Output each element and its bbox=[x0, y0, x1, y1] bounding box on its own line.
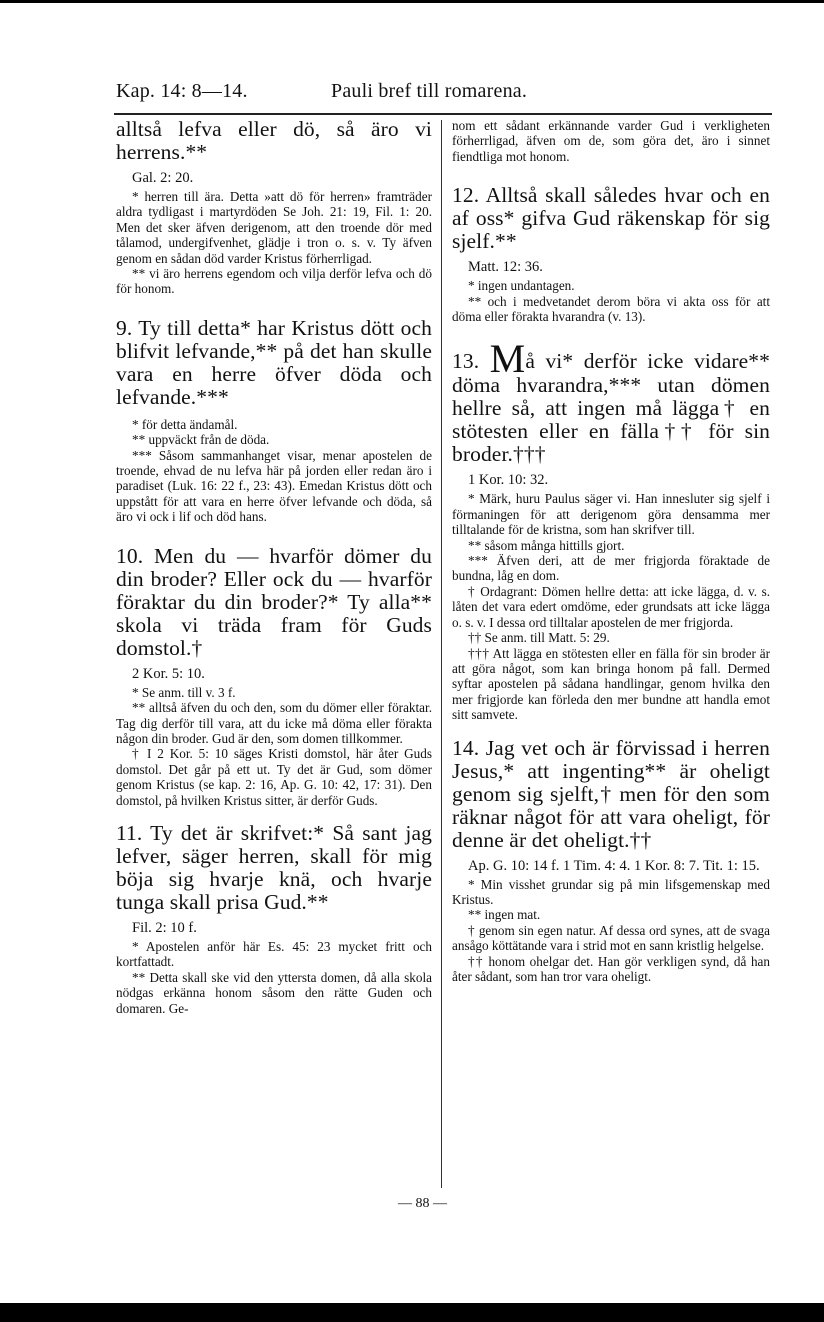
chapter-reference: Kap. 14: 8—14. bbox=[116, 80, 248, 102]
verse-9: 9. Ty till detta* har Kristus dött och blifvit lefvande,** på det han skulle vara en herre öfver döda och lefvande.*** bbox=[116, 315, 432, 409]
footnote: *** Såsom sammanhanget visar, menar apostelen de troende, ehvad de nu lefva här på jorden eller redan äro i paradiset (Luk. 16: 22 f., 23: 43). Emedan Kristus dött och uppstått för att vara en herre öfver lefvande och döda, så äro vi ock i lif och död hans. bbox=[116, 447, 432, 525]
scan-border-top bbox=[0, 0, 824, 3]
footnote: * Min visshet grundar sig på min lifsgemenskap med Kristus. bbox=[452, 876, 770, 907]
verse-12: 12. Alltså skall således hvar och en af oss* gifva Gud räkenskap för sig sjelf.** bbox=[452, 183, 770, 254]
footnote: ** Detta skall ske vid den yttersta domen, då alla skola nödgas erkänna honom såsom den rätte Guden och domaren. Ge- bbox=[116, 969, 432, 1016]
verse-10: 10. Men du — hvarför dömer du din broder? Eller ock du — hvarför föraktar du din broder?* Ty alla** skola vi träda fram för Guds domstol.† bbox=[116, 543, 432, 660]
footnote: ** och i medvetandet derom böra vi akta oss för att döma eller förakta hvarandra (v. 13). bbox=[452, 293, 770, 325]
footnote: ** ingen mat. bbox=[468, 907, 541, 923]
header-rule bbox=[114, 113, 772, 115]
verse-13 bbox=[452, 336, 770, 467]
cross-reference: Ap. G. 10: 14 f. 1 Tim. 4: 4. 1 Kor. 8: 7. Tit. 1: 15. bbox=[468, 857, 760, 874]
verse-13-text: å vi* derför icke vidare** döma hvarandra,*** utan dömen hellre så, att ingen må läggа† en stötesten eller en fälla†† för sin broder.††† bbox=[452, 349, 770, 467]
footnote: * Märk, huru Paulus säger vi. Han innesluter sig sjelf i förmaningen för att derigenom göra densamma mer tilltalande för de kristna, som han skrifver till. bbox=[452, 491, 770, 538]
verse-13-initial: M bbox=[489, 336, 526, 382]
cross-reference: Matt. 12: 36. bbox=[468, 259, 543, 276]
scan-border-bottom bbox=[0, 1303, 824, 1322]
footnote: * herren till ära. Detta »att dö för herren» framträder aldra tydligast i martyrdöden Se Joh. 21: 19, Fil. 1: 20. Men det sker äfven derigenom, att den troende dör med tålamod, undergifvenhet, glädje i tron o. s. v. Ty äfven genom en sådan död varder Kristus förherrligad. bbox=[116, 189, 432, 266]
right-column bbox=[452, 118, 770, 984]
footnote: † genom sin egen natur. Af dessa ord synes, att de svaga ansågo köttätande vara i strid mot en sann kristlig helgelse. bbox=[452, 922, 770, 954]
footnote: * Apostelen anför här Es. 45: 23 mycket fritt och kortfattadt. bbox=[116, 938, 432, 970]
column-divider bbox=[441, 120, 442, 1188]
footnote: † I 2 Kor. 5: 10 säges Kristi domstol, här åter Guds domstol. Det går på ett ut. Ty det är Gud, som dömer genom Kristus (se kap. 2: 16, Ap. G. 10: 42, 17: 31). Den domstol, på hvilken Kristus sitter, är derför Guds. bbox=[116, 746, 432, 808]
footnote: ††† Att lägga en stötesten eller en fälla för sin broder är att göra något, som kan bringa honom på fall. Dermed syftar apostelen på sådana handlingar, genom hvilka den mer frigjorde kan förleda den mer bundne att handla emot sitt samvete. bbox=[452, 645, 770, 723]
left-column bbox=[116, 118, 432, 1016]
cross-reference: 1 Kor. 10: 32. bbox=[468, 472, 549, 489]
page-number: — 88 — bbox=[398, 1196, 447, 1211]
footnote: ** såsom många hittills gjort. bbox=[468, 537, 625, 553]
verse-11: 11. Ty det är skrifvet:* Så sant jag lefver, säger herren, skall för mig böja sig hvarje knä, och hvarje tunga skall prisa Gud.** bbox=[116, 820, 432, 914]
cross-reference: Gal. 2: 20. bbox=[132, 170, 194, 186]
footnote: ** alltså äfven du och den, som du dömer eller föraktar. Tag dig derför till vara, att du icke må döma eller förakta någon din broder. Gud är den, som domen tillkommer. bbox=[116, 700, 432, 746]
footnote: * ingen undantagen. bbox=[468, 278, 575, 294]
verse-13-number: 13. bbox=[452, 349, 480, 374]
cross-reference: 2 Kor. 5: 10. bbox=[132, 665, 205, 682]
verse-8-continuation: alltså lefva eller dö, så äro vi herrens.** bbox=[116, 117, 432, 164]
book-title: Pauli bref till romarena. bbox=[331, 80, 528, 102]
footnote: *** Äfven deri, att de mer frigjorda föraktade de bundna, låg en dom. bbox=[452, 553, 770, 584]
footnote: †† honom ohelgar det. Han gör verkligen synd, då han åter sådant, som han tror vara oheligt. bbox=[452, 953, 770, 984]
footnote: ** vi äro herrens egendom och vilja derför lefva och dö för honom. bbox=[116, 266, 432, 297]
footnote: †† Se anm. till Matt. 5: 29. bbox=[468, 630, 610, 646]
footnote: * Se anm. till v. 3 f. bbox=[132, 684, 236, 700]
cross-reference: Fil. 2: 10 f. bbox=[132, 919, 197, 936]
footnote: ** uppväckt från de döda. bbox=[132, 432, 270, 448]
footnote: † Ordagrant: Dömen hellre detta: att icke lägga, d. v. s. låten det vara edert omdöme, eder grundsats att icke lägga o. s. v. I dessa ord tilltalar apostelen de mer frigjorda. bbox=[452, 583, 770, 630]
footnote: * för detta ändamål. bbox=[132, 416, 238, 432]
footnote-continuation: nom ett sådant erkännande varder Gud i verkligheten förherrligad, äfven om de, som göra det, äro i sinnet fiendtliga mot honom. bbox=[452, 118, 770, 164]
verse-14: 14. Jag vet och är förvissad i herren Jesus,* att ingenting** är oheligt genom sig sjelft,† men för den som räknar något för att vara oheligt, för denne är det oheligt.†† bbox=[452, 735, 770, 852]
